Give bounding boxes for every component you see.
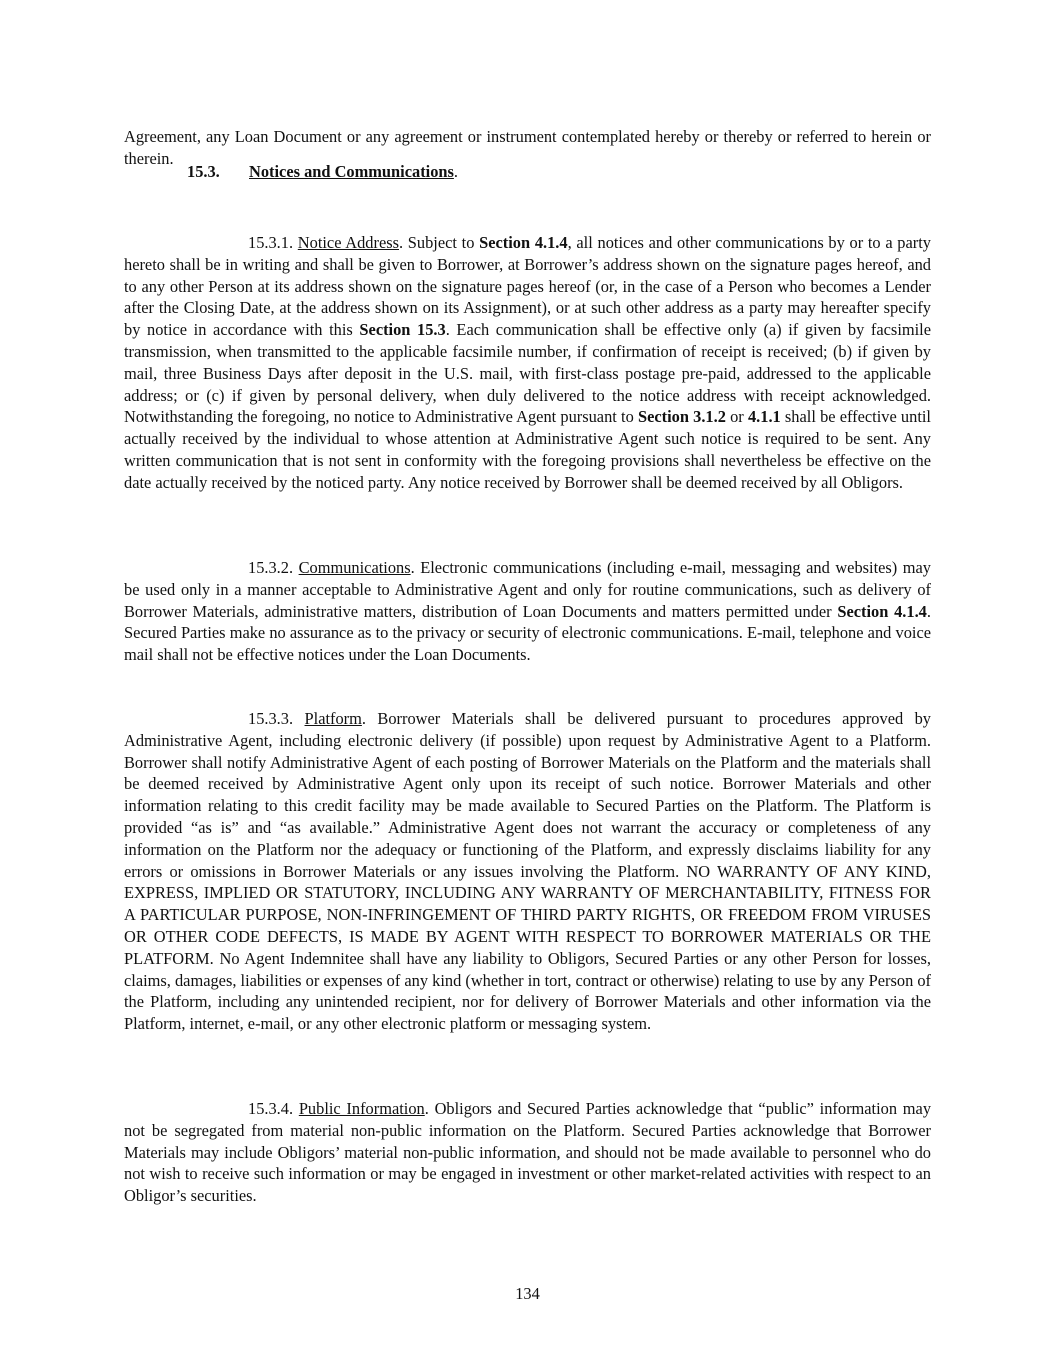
paragraph-heading: Public Information (298, 1099, 425, 1118)
section-reference: 4.1.1 (747, 407, 781, 427)
paragraph-15-3-3 (124, 708, 931, 1035)
paragraph-number: 15.3.4. (248, 1099, 299, 1118)
paragraph-text: . Subject to (399, 233, 480, 252)
section-reference: Section 4.1.4 (837, 601, 927, 621)
paragraph-15-3-1 (124, 232, 931, 494)
paragraph-number: 15.3.1. (248, 233, 298, 252)
paragraph-text: , all notices and other communications by or to a party hereto shall be in writing and shall be given to Borrower, at Borrower’s address shown on the signature pages hereof, and to any other Person at its address shown on the signature pages hereof (or, in the case of a Person who becomes a Lender after the Closing Date, at the address shown on its Assignment), or at such other address as a party may hereafter specify by notice in accordance with this (124, 233, 931, 340)
section-reference: Section 15.3 (359, 320, 446, 340)
paragraph-text: . Each communication shall be effective only (a) if given by facsimile transmission, when transmitted to the applicable facsimile number, if confirmation of receipt is received; (b) if given by mail, three Business Days after deposit in the U.S. mail, with first-class postage pre-paid, addressed to the applicable address; or (c) if given by personal delivery, when duly delivered to the notice address with receipt acknowledged. Notwithstanding the foregoing, no notice to Administrative Agent pursuant to (124, 320, 931, 427)
page-number: 134 (515, 1284, 540, 1303)
paragraph-heading: Communications (298, 558, 411, 577)
paragraph-15-3-2 (124, 557, 931, 666)
paragraph-text: or (725, 407, 748, 427)
section-reference: Section 4.1.4 (479, 233, 568, 252)
section-title-end: . (453, 162, 459, 181)
paragraph-text: . Obligors and Secured Parties acknowledge that “public” information may not be segregated from material non-public information on the Platform. Secured Parties acknowledge that Borrower Materials may include Obligors’ material non-public information, and should not be made available to personnel who do not wish to receive such information or may be engaged in investment or other market-related activities with respect to an Obligor’s securities. (124, 1099, 932, 1206)
paragraph-text: . Borrower Materials shall be delivered pursuant to procedures approved by Administrative Agent, including electronic delivery (if possible) upon request by Administrative Agent to a Platform. Borrower shall notify Administrative Agent of each posting of Borrower Materials on the Platform and the materials shall be deemed received by Administrative Agent only upon its receipt of such notice. Borrower Materials and other information relating to this credit facility may be made available to Secured Parties on the Platform. The Platform is provided “as is” and “as available.” Administrative Agent does not warrant the accuracy or completeness of any information on the Platform nor the adequacy or functioning of the Platform, and expressly disclaims liability for any errors or omissions in Borrower Materials or any issues involving the Platform. NO WARRANTY OF ANY KIND, EXPRESS, IMPLIED OR STATUTORY, INCLUDING ANY WARRANTY OF MERCHANTABILITY, FITNESS FOR A PARTICULAR PURPOSE, NON-INFRINGEMENT OF THIRD PARTY RIGHTS, OR FREEDOM FROM VIRUSES OR OTHER CODE DEFECTS, IS MADE BY AGENT WITH RESPECT TO BORROWER MATERIALS OR THE PLATFORM. No Agent Indemnitee shall have any liability to Obligors, Secured Parties or any other Person for losses, claims, damages, liabilities or expenses of any kind (whether in tort, contract or otherwise) relating to use by any Person of the Platform, including any unintended recipient, nor for delivery of Borrower Materials and other information via the Platform, internet, e-mail, or any other electronic platform or messaging system. (124, 709, 932, 1034)
section-title: Notices and Communications (249, 162, 454, 181)
paragraph-number: 15.3.3. (248, 709, 305, 728)
paragraph-number: 15.3.2. (248, 558, 299, 577)
section-number: 15.3. (187, 162, 220, 181)
paragraph-heading: Notice Address (297, 233, 399, 252)
section-reference: Section 3.1.2 (637, 407, 726, 427)
paragraph-heading: Platform (304, 709, 362, 728)
section-heading (187, 161, 458, 183)
continuation-paragraph: Agreement, any Loan Document or any agreement or instrument contemplated hereby or thereby or referred to herein or therein. (124, 127, 931, 168)
paragraph-15-3-4 (124, 1098, 931, 1207)
paragraph-text: . Secured Parties make no assurance as to the privacy or security of electronic communications. E-mail, telephone and voice mail shall not be effective notices under the Loan Documents. (124, 601, 931, 665)
paragraph-text: . Electronic communications (including e-mail, messaging and websites) may be used only in a manner acceptable to Administrative Agent and only for routine communications, such as delivery of Borrower Materials, administrative matters, distribution of Loan Documents and matters permitted under (124, 558, 931, 621)
paragraph-text: shall be effective until actually received by the individual to whose attention at Administrative Agent such notice is required to be sent. Any written communication that is not sent in conformity with the foregoing provisions shall nevertheless be effective on the date actually received by the noticed party. Any notice received by Borrower shall be deemed received by all Obligors. (124, 407, 931, 492)
